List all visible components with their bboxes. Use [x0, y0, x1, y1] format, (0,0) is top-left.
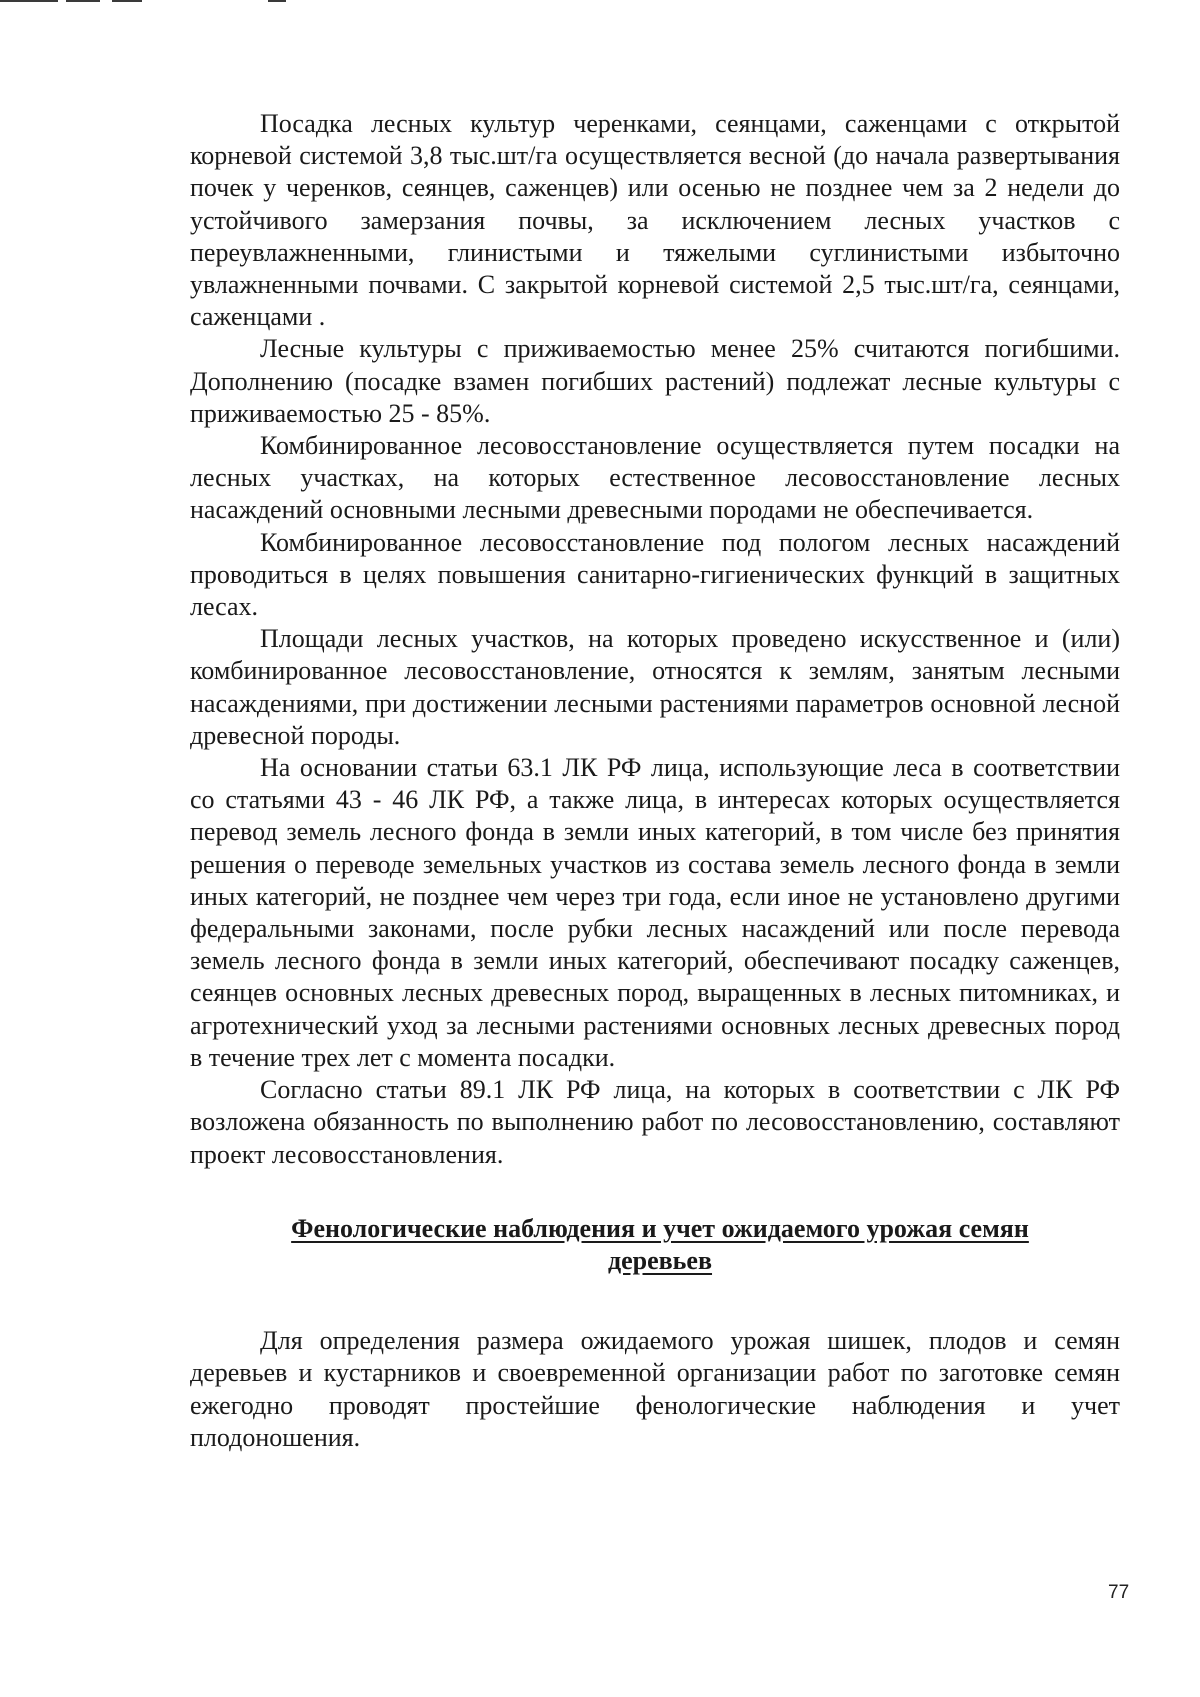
- page-number: 77: [1108, 1582, 1130, 1603]
- paragraph: Посадка лесных культур черенками, сеянцами, саженцами с открытой корневой системой 3,8 тыс.шт/га осуществляется весной (до начала развертывания почек у черенков, сеянцев, саженцев) или осенью не позднее чем за 2 недели до устойчивого замерзания почвы, за исключением лесных участков с переувлажненными, глинистыми и тяжелыми суглинистыми избыточно увлажненными почвами. С закрытой корневой системой 2,5 тыс.шт/га, сеянцами, саженцами .: [190, 109, 1120, 332]
- document-body: [190, 108, 1120, 1454]
- section-heading: Фенологические наблюдения и учет ожидаемого урожая семян деревьев: [291, 1213, 1029, 1275]
- paragraph: Комбинированное лесовосстановление осуществляется путем посадки на лесных участках, на которых естественное лесовосстановление лесных насаждений основными лесными древесными породами не обеспечивается.: [190, 431, 1120, 525]
- scan-edge-mark: [112, 0, 142, 2]
- paragraph: На основании статьи 63.1 ЛК РФ лица, использующие леса в соответствии со статьями 43 - 46 ЛК РФ, а также лица, в интересах которых осуществляется перевод земель лесного фонда в земли иных категорий, в том числе без принятия решения о переводе земельных участков из состава земель лесного фонда в земли иных категорий, не позднее чем через три года, если иное не установлено другими федеральными законами, после рубки лесных насаждений или после перевода земель лесного фонда в земли иных категорий, обеспечивают посадку саженцев, сеянцев основных лесных древесных пород, выращенных в лесных питомниках, и агротехнический уход за лесными растениями основных лесных древесных пород в течение трех лет с момента посадки.: [190, 753, 1120, 1072]
- scan-edge-mark: [66, 0, 100, 2]
- scan-edge-mark: [0, 0, 58, 2]
- paragraph: Комбинированное лесовосстановление под пологом лесных насаждений проводиться в целях повышения санитарно-гигиенических функций в защитных лесах.: [190, 527, 1120, 622]
- paragraph: Площади лесных участков, на которых проведено искусственное и (или) комбинированное лесовосстановление, относятся к землям, занятым лесными насаждениями, при достижении лесными растениями параметров основной лесной древесной породы.: [190, 624, 1120, 750]
- paragraph: Лесные культуры с приживаемостью менее 25% считаются погибшими. Дополнению (посадке взамен погибших растений) подлежат лесные культуры с приживаемостью 25 - 85%.: [190, 334, 1120, 428]
- paragraph: Согласно статьи 89.1 ЛК РФ лица, на которых в соответствии с ЛК РФ возложена обязанность по выполнению работ по лесовосстановлению, составляют проект лесовосстановления.: [190, 1075, 1120, 1169]
- paragraph: Для определения размера ожидаемого урожая шишек, плодов и семян деревьев и кустарников и своевременной организации работ по заготовке семян ежегодно проводят простейшие фенологические наблюдения и учет плодоношения.: [190, 1326, 1120, 1452]
- scan-edge-mark: [268, 0, 286, 2]
